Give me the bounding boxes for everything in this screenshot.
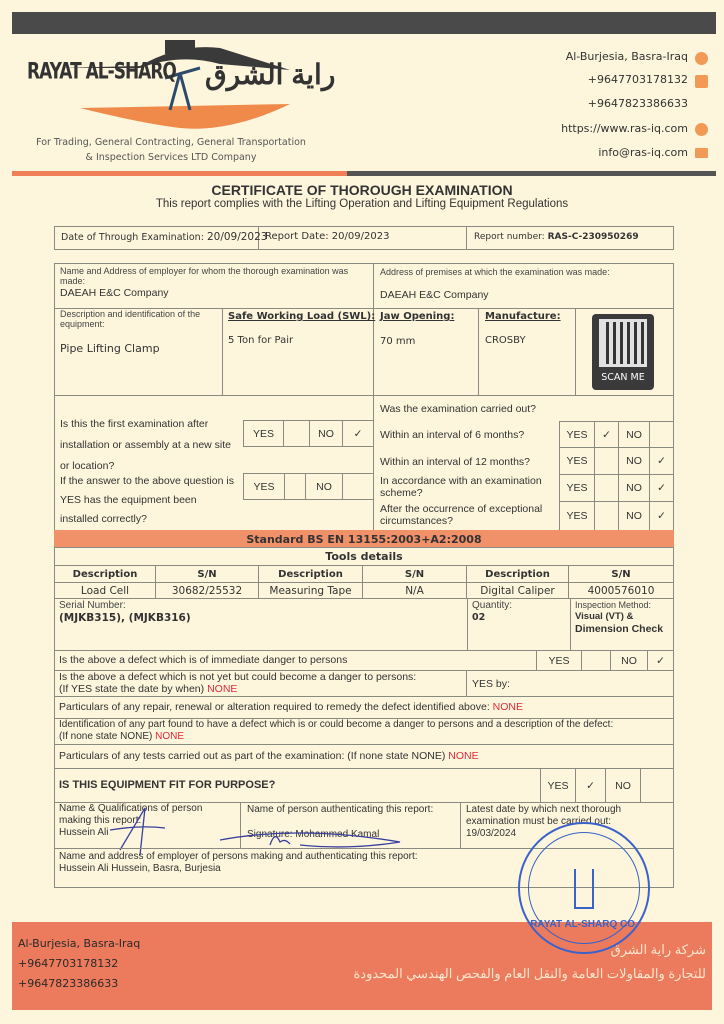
scheme-yes[interactable]: YES (559, 474, 595, 502)
first-exam-line3: or location? (60, 460, 115, 472)
qr-pattern-icon (599, 319, 647, 367)
first-exam-yes[interactable]: YES (243, 420, 284, 447)
installed-line2: YES has the equipment been (60, 494, 197, 506)
phone-icon (695, 75, 708, 88)
defect-immediate-yes[interactable]: YES (536, 650, 582, 671)
interval-6-yes[interactable]: YES (559, 421, 595, 448)
report-number-value: RAS-C-230950269 (547, 232, 639, 242)
footer-phone1: +9647703178132 (18, 957, 119, 970)
logo-text: RAYAT AL-SHARQ (27, 59, 176, 85)
defect-immediate-no-check[interactable]: ✓ (647, 650, 674, 671)
tests-question (59, 750, 479, 762)
quantity-value: 02 (472, 612, 486, 623)
jaw-label: Jaw Opening: (380, 311, 455, 322)
installed-no-box[interactable] (342, 473, 374, 500)
swl-label: Safe Working Load (SWL): (228, 311, 376, 322)
stamp-text: RAYAT AL-SHARQ CO. (530, 919, 638, 930)
repair-value: NONE (492, 701, 524, 713)
quantity-label: Quantity: (472, 600, 513, 611)
fit-no[interactable]: NO (605, 768, 641, 803)
method-value-line2: Dimension Check (575, 623, 664, 635)
qr-label: SCAN ME (601, 372, 645, 383)
employer-persons-label: Name and address of employer of persons making and authenticating this report: (59, 851, 418, 862)
header-phone1: +9647703178132 (587, 73, 688, 86)
exceptional-no[interactable]: NO (618, 501, 650, 531)
report-date-value: 20/09/2023 (331, 231, 390, 242)
globe-icon (695, 123, 708, 136)
header-website[interactable]: https://www.ras-iq.com (561, 122, 688, 135)
fit-yes-check[interactable]: ✓ (575, 768, 606, 803)
report-number-label: Report number: (474, 232, 545, 242)
footer-address: Al-Burjesia, Basra-Iraq (18, 937, 141, 950)
first-exam-no[interactable]: NO (309, 420, 343, 447)
divider-dark (347, 171, 716, 176)
stamp-derrick-icon (574, 869, 594, 909)
installed-yes[interactable]: YES (243, 473, 285, 500)
defect-future-value: NONE (207, 683, 238, 695)
tagline (26, 135, 316, 165)
footer-arabic-line2: للتجارة والمقاولات العامة والنقل العام والفحص الهندسي المحدودة (353, 966, 706, 981)
tagline-line2: & Inspection Services LTD Company (85, 152, 257, 163)
repair-label: Particulars of any repair, renewal or alteration required to remedy the defect identified above: (59, 701, 490, 713)
scheme-question: In accordance with an examination scheme? (380, 475, 542, 499)
next-exam-label2: examination must be carried out: (466, 816, 612, 827)
maker-value: Hussein Ali (59, 827, 109, 838)
top-bar (12, 12, 716, 34)
defect-immediate-no[interactable]: NO (610, 650, 648, 671)
page-subtitle: This report complies with the Lifting Operation and Lifting Equipment Regulations (155, 198, 569, 210)
installed-question (60, 472, 234, 529)
header-phone2: +9647823386633 (587, 97, 688, 110)
manufacture-label: Manufacture: (485, 311, 561, 322)
mail-icon (695, 148, 708, 158)
identification-line1: Identification of any part found to have a defect which is or could become a danger to persons and a description of the defect: (59, 719, 614, 730)
interval-12-yes-box[interactable] (594, 447, 619, 475)
tools-header: Description (54, 565, 156, 583)
installed-no[interactable]: NO (305, 473, 343, 500)
carried-out-label: Was the examination carried out? (380, 403, 537, 415)
interval-6-question: Within an interval of 6 months? (380, 429, 525, 441)
tools-cell: Load Cell (54, 582, 156, 599)
report-number (474, 232, 639, 242)
exam-date-value: 20/09/2023 (206, 231, 268, 243)
defect-future-line1: Is the above a defect which is not yet but could become a danger to persons: (59, 671, 417, 683)
jaw-value: 70 mm (380, 336, 416, 347)
manufacture-value: CROSBY (485, 335, 526, 346)
tools-header: S/N (155, 565, 259, 583)
logo-arabic: راية الشرق (205, 59, 336, 90)
tools-header: Description (258, 565, 363, 583)
installed-line1: If the answer to the above question is (60, 475, 234, 487)
first-exam-question (60, 414, 231, 477)
employer-persons-value: Hussein Ali Hussein, Basra, Burjesia (59, 863, 221, 874)
exceptional-yes[interactable]: YES (559, 501, 595, 531)
employer-value: DAEAH E&C Company (60, 287, 169, 299)
tools-cell: N/A (362, 582, 467, 599)
company-stamp (518, 822, 650, 954)
next-exam-label1: Latest date by which next thorough (466, 804, 622, 815)
method-value (575, 611, 663, 635)
first-exam-line2: installation or assembly at a new site (60, 439, 231, 451)
tools-cell: Measuring Tape (258, 582, 363, 599)
scheme-no[interactable]: NO (618, 474, 650, 502)
exceptional-no-check[interactable]: ✓ (649, 501, 674, 531)
interval-12-yes[interactable]: YES (559, 447, 595, 475)
tools-header: S/N (362, 565, 467, 583)
footer-contacts (18, 934, 140, 994)
tools-cell: 4000576010 (568, 582, 674, 599)
fit-no-box[interactable] (640, 768, 674, 803)
tools-header: Description (466, 565, 569, 583)
divider-orange (12, 171, 347, 176)
header-address: Al-Burjesia, Basra-Iraq (565, 50, 688, 63)
serial-label: Serial Number: (59, 600, 126, 611)
tests-label: Particulars of any tests carried out as part of the examination: (If none state NONE) (59, 750, 446, 762)
tools-title: Tools details (54, 547, 674, 566)
tests-value: NONE (448, 750, 479, 762)
location-icon (695, 52, 708, 65)
installed-line3: installed correctly? (60, 513, 147, 525)
next-exam-date: 19/03/2024 (466, 828, 517, 839)
identification-line2: (If none state NONE) (59, 731, 153, 742)
equipment-value: Pipe Lifting Clamp (60, 342, 160, 355)
fit-question: IS THIS EQUIPMENT FIT FOR PURPOSE? (59, 779, 276, 791)
defect-immediate-yes-box[interactable] (581, 650, 611, 671)
first-exam-no-check[interactable]: ✓ (342, 420, 374, 447)
interval-6-no[interactable]: NO (618, 421, 650, 448)
defect-immediate-question: Is the above a defect which is of immediate danger to persons (59, 654, 348, 666)
first-exam-yes-box[interactable] (283, 420, 310, 447)
footer-arabic-line1: شركة راية الشرق (610, 942, 706, 957)
tagline-line1: For Trading, General Contracting, General Transportation (36, 137, 306, 148)
interval-12-question: Within an interval of 12 months? (380, 456, 530, 468)
installed-yes-box[interactable] (284, 473, 306, 500)
interval-6-yes-check[interactable]: ✓ (594, 421, 619, 448)
tools-cell: Digital Caliper (466, 582, 569, 599)
fit-yes[interactable]: YES (540, 768, 576, 803)
footer-phone2: +9647823386633 (18, 977, 119, 990)
scheme-no-check[interactable]: ✓ (649, 474, 674, 502)
defect-future-line2: (If YES state the date by when) (59, 683, 205, 695)
exam-date-label: Date of Through Examination: (61, 232, 204, 243)
auth-label: Name of person authenticating this report: (247, 804, 434, 815)
maker-label-line1: Name & Qualifications of person (59, 803, 203, 814)
maker-label-line2: making this report: (59, 815, 142, 826)
exam-date (61, 231, 267, 243)
interval-6-no-box[interactable] (649, 421, 674, 448)
yes-by-label: YES by: (472, 678, 510, 690)
standard-banner: Standard BS EN 13155:2003+A2:2008 (54, 530, 674, 548)
qr-code[interactable] (592, 314, 654, 390)
exceptional-question: After the occurrence of exceptional circumstances? (380, 503, 543, 527)
report-date (265, 231, 389, 242)
footer-arabic (354, 938, 707, 986)
employer-persons-block (59, 851, 418, 875)
first-exam-line1: Is this the first examination after (60, 418, 209, 430)
page-title: CERTIFICATE OF THOROUGH EXAMINATION (211, 182, 513, 198)
tools-cell: 30682/25532 (155, 582, 259, 599)
auth-value: Signature: Mohammed Kamal (247, 829, 380, 840)
premises-label: Address of premises at which the examination was made: (380, 267, 610, 277)
premises-value: DAEAH E&C Company (380, 289, 489, 301)
identification-value: NONE (155, 731, 185, 742)
repair-question (59, 701, 523, 713)
report-date-label: Report Date: (265, 231, 329, 242)
equipment-label: Description and identification of the equipment: (60, 309, 201, 329)
swl-value: 5 Ton for Pair (228, 335, 294, 346)
serial-value: (MJKB315), (MJKB316) (59, 612, 191, 624)
method-label: Inspection Method: (575, 600, 652, 610)
interval-12-no[interactable]: NO (618, 447, 650, 475)
method-value-line1: Visual (VT) & (575, 611, 634, 622)
identification-question (59, 719, 613, 743)
employer-label: Name and Address of employer for whom the thorough examination was made: (60, 266, 349, 286)
scheme-yes-box[interactable] (594, 474, 619, 502)
tools-header: S/N (568, 565, 674, 583)
header-email[interactable]: info@ras-iq.com (598, 146, 688, 159)
exceptional-yes-box[interactable] (594, 501, 619, 531)
interval-12-no-check[interactable]: ✓ (649, 447, 674, 475)
defect-future-question (59, 671, 416, 695)
